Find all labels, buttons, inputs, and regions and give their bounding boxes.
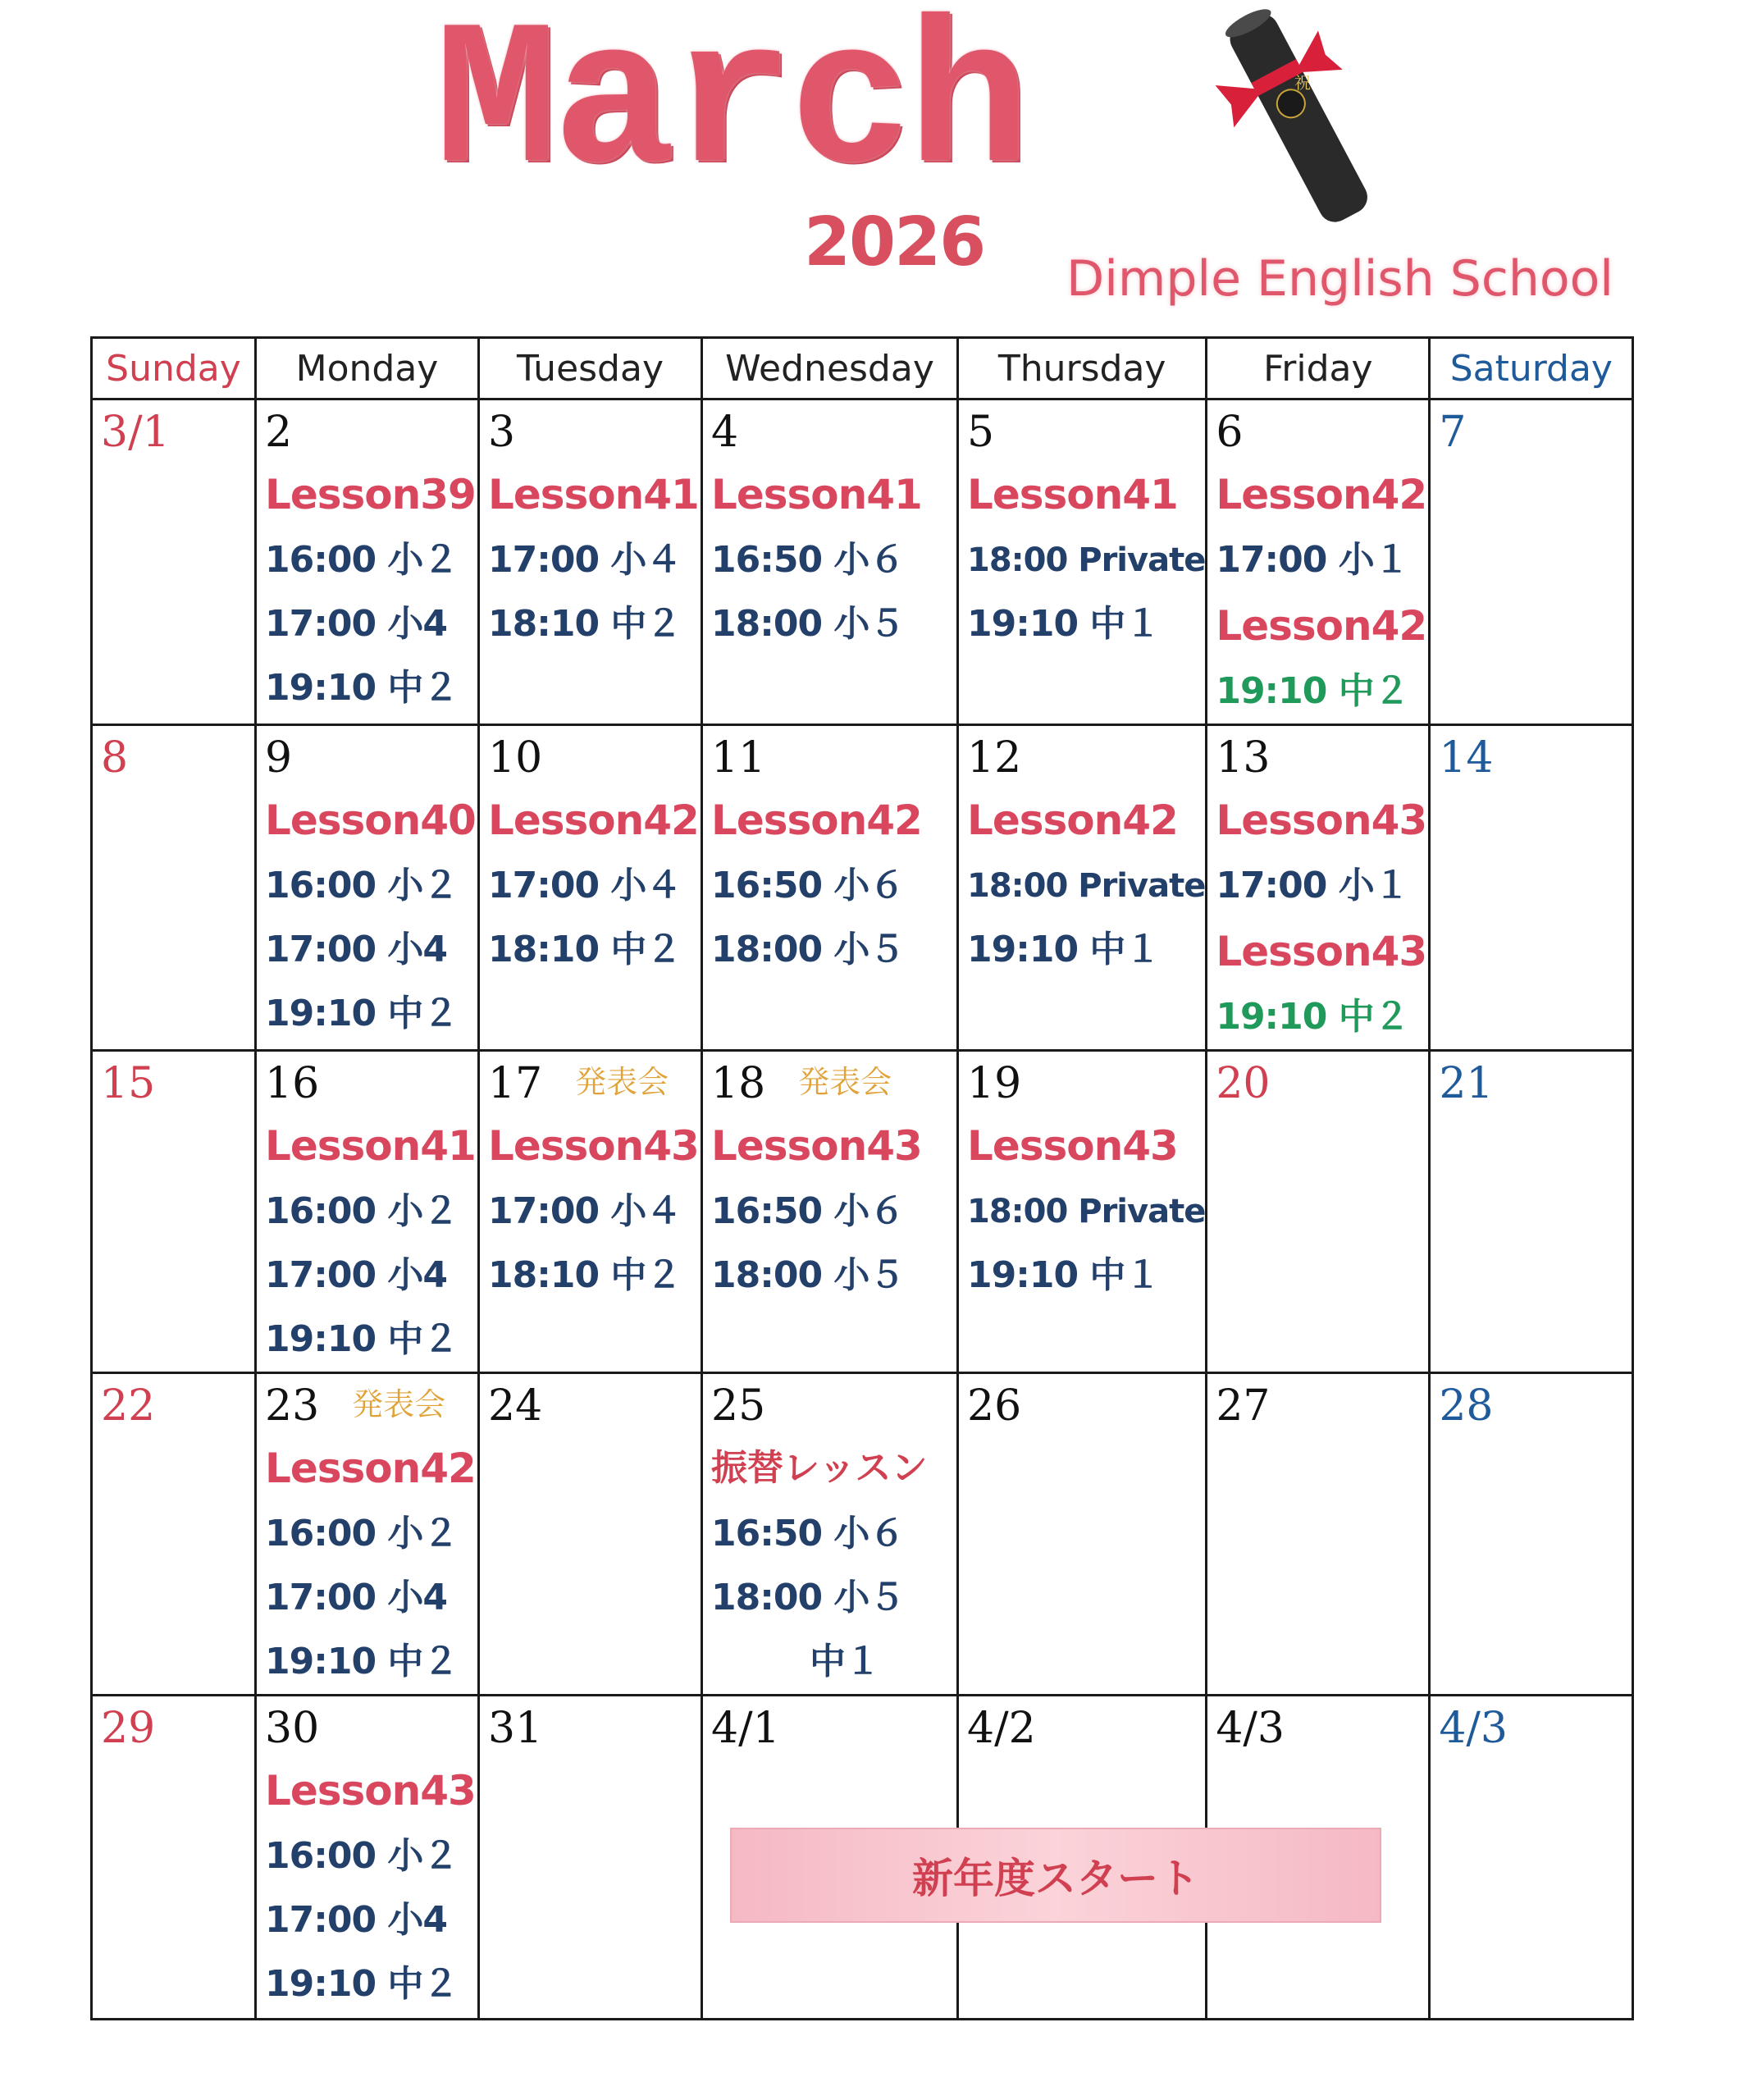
day-number: 16 <box>265 1059 320 1108</box>
lesson-number: Lesson40 <box>265 797 476 844</box>
day-cell-content <box>257 1052 477 1372</box>
lesson-number: Lesson41 <box>711 471 922 518</box>
day-cell-content <box>959 1052 1205 1372</box>
day-cell-content <box>93 400 254 724</box>
weekday-wednesday: Wednesday <box>702 338 958 399</box>
lesson-time-slot: 18:00 Private <box>967 867 1206 905</box>
weekday-friday: Friday <box>1207 338 1430 399</box>
lesson-number: Lesson42 <box>711 797 922 844</box>
lesson-time-slot: 17:00 小４ <box>488 539 682 581</box>
day-cell <box>702 1051 958 1373</box>
lesson-time-slot: 19:10 中１ <box>967 1254 1161 1296</box>
day-cell-content <box>480 400 701 724</box>
day-cell-content <box>703 726 956 1049</box>
lesson-number: Lesson43 <box>265 1767 476 1815</box>
lesson-time-slot: 16:00 小２ <box>265 1513 459 1554</box>
lesson-number: Lesson42 <box>967 797 1178 844</box>
day-number: 10 <box>488 733 543 783</box>
day-cell-content <box>480 1052 701 1372</box>
lesson-number: Lesson41 <box>265 1122 476 1170</box>
day-cell <box>1207 1051 1430 1373</box>
lesson-time-slot: 18:10 中２ <box>488 603 682 645</box>
day-cell <box>92 399 256 725</box>
lesson-time-slot: 16:00 小２ <box>265 1190 459 1232</box>
day-number: 29 <box>101 1704 156 1753</box>
lesson-time-slot: 中１ <box>810 1641 880 1682</box>
school-name: Dimple English School <box>1066 250 1613 308</box>
day-cell <box>958 399 1207 725</box>
day-cell-content <box>1431 400 1632 724</box>
day-cell-content <box>703 1052 956 1372</box>
lesson-time-slot: 16:00 小２ <box>265 1835 459 1877</box>
day-cell-content <box>480 726 701 1049</box>
day-number: 28 <box>1439 1381 1494 1431</box>
year-label: 2026 <box>804 203 985 281</box>
day-number: 9 <box>265 733 293 783</box>
day-cell-content <box>1207 400 1428 724</box>
day-number: 4/3 <box>1439 1704 1508 1753</box>
day-cell <box>256 399 479 725</box>
lesson-time-slot: 19:10 中２ <box>265 667 459 709</box>
seal-glyph: 祝 <box>1294 73 1311 93</box>
day-cell-content <box>1207 726 1428 1049</box>
weekday-header-row <box>92 338 1633 399</box>
scroll-body <box>1224 8 1373 228</box>
day-cell-content <box>257 726 477 1049</box>
day-cell-content <box>93 1374 254 1694</box>
day-cell-content <box>1431 1696 1632 2018</box>
day-cell-content <box>703 400 956 724</box>
day-number: 22 <box>101 1381 156 1431</box>
lesson-time-slot: 16:50 小６ <box>711 539 905 581</box>
lesson-time-slot: 16:50 小６ <box>711 1190 905 1232</box>
day-number: 12 <box>967 733 1022 783</box>
lesson-number: Lesson42 <box>1216 471 1427 518</box>
day-number: 11 <box>711 733 766 783</box>
calendar-grid <box>90 336 1634 2020</box>
day-number: 7 <box>1439 408 1467 457</box>
day-number: 5 <box>967 408 995 457</box>
lesson-time-slot: 18:00 Private <box>967 1193 1206 1230</box>
day-number: 25 <box>711 1381 766 1431</box>
week-row <box>92 1051 1633 1373</box>
week-row <box>92 725 1633 1051</box>
day-cell-content <box>480 1374 701 1694</box>
weekday-monday: Monday <box>256 338 479 399</box>
month-title: March <box>435 0 1026 222</box>
day-number: 14 <box>1439 733 1494 783</box>
weekday-tuesday: Tuesday <box>479 338 702 399</box>
day-cell-content <box>1431 726 1632 1049</box>
lesson-time-slot: 17:00 小4 <box>265 1577 447 1618</box>
day-cell <box>1430 399 1633 725</box>
lesson-time-slot: 17:00 小4 <box>265 1254 447 1296</box>
day-cell <box>256 1373 479 1696</box>
day-cell <box>1430 1373 1633 1696</box>
day-cell <box>1430 1051 1633 1373</box>
lesson-number: Lesson42 <box>265 1445 476 1492</box>
lesson-time-slot: 17:00 小４ <box>488 1190 682 1232</box>
lesson-number: Lesson43 <box>967 1122 1178 1170</box>
lesson-time-slot: 17:00 小4 <box>265 603 447 645</box>
day-number: 27 <box>1216 1381 1271 1431</box>
lesson-time-slot: 19:10 中２ <box>265 993 459 1034</box>
day-number: 4/3 <box>1216 1704 1285 1753</box>
day-number: 2 <box>265 408 293 457</box>
day-cell <box>479 1696 702 2020</box>
day-number: 3 <box>488 408 516 457</box>
day-cell <box>958 1373 1207 1696</box>
day-number: 23 <box>265 1381 320 1431</box>
recital-tag: 発表会 <box>575 1064 669 1100</box>
day-cell <box>479 399 702 725</box>
day-number: 30 <box>265 1704 320 1753</box>
lesson-time-slot: 19:10 中２ <box>265 1318 459 1360</box>
day-cell <box>1207 725 1430 1051</box>
day-number: 21 <box>1439 1059 1494 1108</box>
weekday-saturday: Saturday <box>1430 338 1633 399</box>
weekday-thursday: Thursday <box>958 338 1207 399</box>
lesson-time-slot: 19:10 中２ <box>265 1963 459 2005</box>
day-cell <box>92 725 256 1051</box>
day-number: 15 <box>101 1059 156 1108</box>
day-number: 13 <box>1216 733 1271 783</box>
lesson-time-slot: 19:10 中１ <box>967 929 1161 970</box>
day-cell-content <box>257 1696 477 2018</box>
day-cell-content <box>1207 1052 1428 1372</box>
lesson-time-slot: 19:10 中２ <box>1216 996 1409 1038</box>
day-number: 4/2 <box>967 1704 1036 1753</box>
lesson-time-slot: 17:00 小１ <box>1216 865 1409 906</box>
day-cell-content <box>93 1052 254 1372</box>
day-cell <box>92 1051 256 1373</box>
day-number: 20 <box>1216 1059 1271 1108</box>
day-cell <box>1430 1696 1633 2020</box>
day-number: 18 <box>711 1059 766 1108</box>
day-cell <box>256 1696 479 2020</box>
day-number: 4 <box>711 408 739 457</box>
lesson-number: Lesson41 <box>488 471 699 518</box>
day-cell-content <box>959 400 1205 724</box>
day-cell <box>702 725 958 1051</box>
recital-tag: 発表会 <box>798 1064 892 1100</box>
day-cell-content <box>959 1374 1205 1694</box>
day-cell <box>702 1373 958 1696</box>
lesson-number: Lesson42 <box>488 797 699 844</box>
day-cell <box>479 1373 702 1696</box>
day-cell-content <box>93 726 254 1049</box>
day-number: 19 <box>967 1059 1022 1108</box>
lesson-time-slot: 18:00 小５ <box>711 603 905 645</box>
day-cell-content <box>257 400 477 724</box>
day-cell-content <box>257 1374 477 1694</box>
lesson-number: Lesson43 <box>488 1122 699 1170</box>
day-number: 17 <box>488 1059 543 1108</box>
lesson-time-slot: 16:00 小２ <box>265 539 459 581</box>
day-number: 26 <box>967 1381 1022 1431</box>
lesson-time-slot: 17:00 小4 <box>265 929 447 970</box>
day-cell-content <box>480 1696 701 2018</box>
day-cell <box>1430 725 1633 1051</box>
day-cell <box>958 725 1207 1051</box>
day-cell-content <box>1207 1374 1428 1694</box>
lesson-number: Lesson39 <box>265 471 476 518</box>
lesson-time-slot: 18:10 中２ <box>488 929 682 970</box>
lesson-time-slot: 18:00 小５ <box>711 1254 905 1296</box>
lesson-time-slot: 19:10 中２ <box>1216 670 1409 712</box>
day-cell-content <box>1431 1052 1632 1372</box>
day-cell <box>1207 1373 1430 1696</box>
lesson-number: Lesson43 <box>711 1122 922 1170</box>
day-cell-content <box>93 1696 254 2018</box>
day-cell <box>92 1373 256 1696</box>
day-cell-content <box>703 1374 956 1694</box>
week-row <box>92 1373 1633 1696</box>
lesson-time-slot: 19:10 中２ <box>265 1641 459 1682</box>
makeup-lesson-label: 振替レッスン <box>711 1447 928 1489</box>
lesson-time-slot: 18:00 Private <box>967 541 1206 579</box>
lesson-time-slot: 19:10 中１ <box>967 603 1161 645</box>
diploma-scroll-icon <box>1206 0 1386 230</box>
day-cell <box>256 1051 479 1373</box>
day-cell <box>1207 399 1430 725</box>
day-number: 24 <box>488 1381 543 1431</box>
lesson-time-slot: 17:00 小４ <box>488 865 682 906</box>
lesson-number: Lesson42 <box>1216 602 1427 650</box>
day-number: 4/1 <box>711 1704 780 1753</box>
new-year-banner: 新年度スタート <box>730 1828 1381 1923</box>
lesson-number: Lesson43 <box>1216 797 1427 844</box>
lesson-time-slot: 17:00 小4 <box>265 1899 447 1941</box>
lesson-time-slot: 18:00 小５ <box>711 1577 905 1618</box>
lesson-time-slot: 16:00 小２ <box>265 865 459 906</box>
recital-tag: 発表会 <box>352 1386 446 1422</box>
lesson-time-slot: 18:00 小５ <box>711 929 905 970</box>
day-number: 31 <box>488 1704 543 1753</box>
lesson-time-slot: 16:50 小６ <box>711 1513 905 1554</box>
lesson-time-slot: 17:00 小１ <box>1216 539 1409 581</box>
day-cell <box>958 1051 1207 1373</box>
day-number: 6 <box>1216 408 1244 457</box>
week-row <box>92 399 1633 725</box>
day-cell <box>92 1696 256 2020</box>
day-cell-content <box>959 726 1205 1049</box>
day-cell-content <box>1431 1374 1632 1694</box>
day-cell <box>702 399 958 725</box>
lesson-time-slot: 18:10 中２ <box>488 1254 682 1296</box>
day-number: 3/1 <box>101 408 170 457</box>
day-cell <box>256 725 479 1051</box>
lesson-number: Lesson41 <box>967 471 1178 518</box>
day-number: 8 <box>101 733 129 783</box>
lesson-number: Lesson43 <box>1216 928 1427 975</box>
day-cell <box>479 725 702 1051</box>
weekday-sunday: Sunday <box>92 338 256 399</box>
lesson-time-slot: 16:50 小６ <box>711 865 905 906</box>
day-cell <box>479 1051 702 1373</box>
